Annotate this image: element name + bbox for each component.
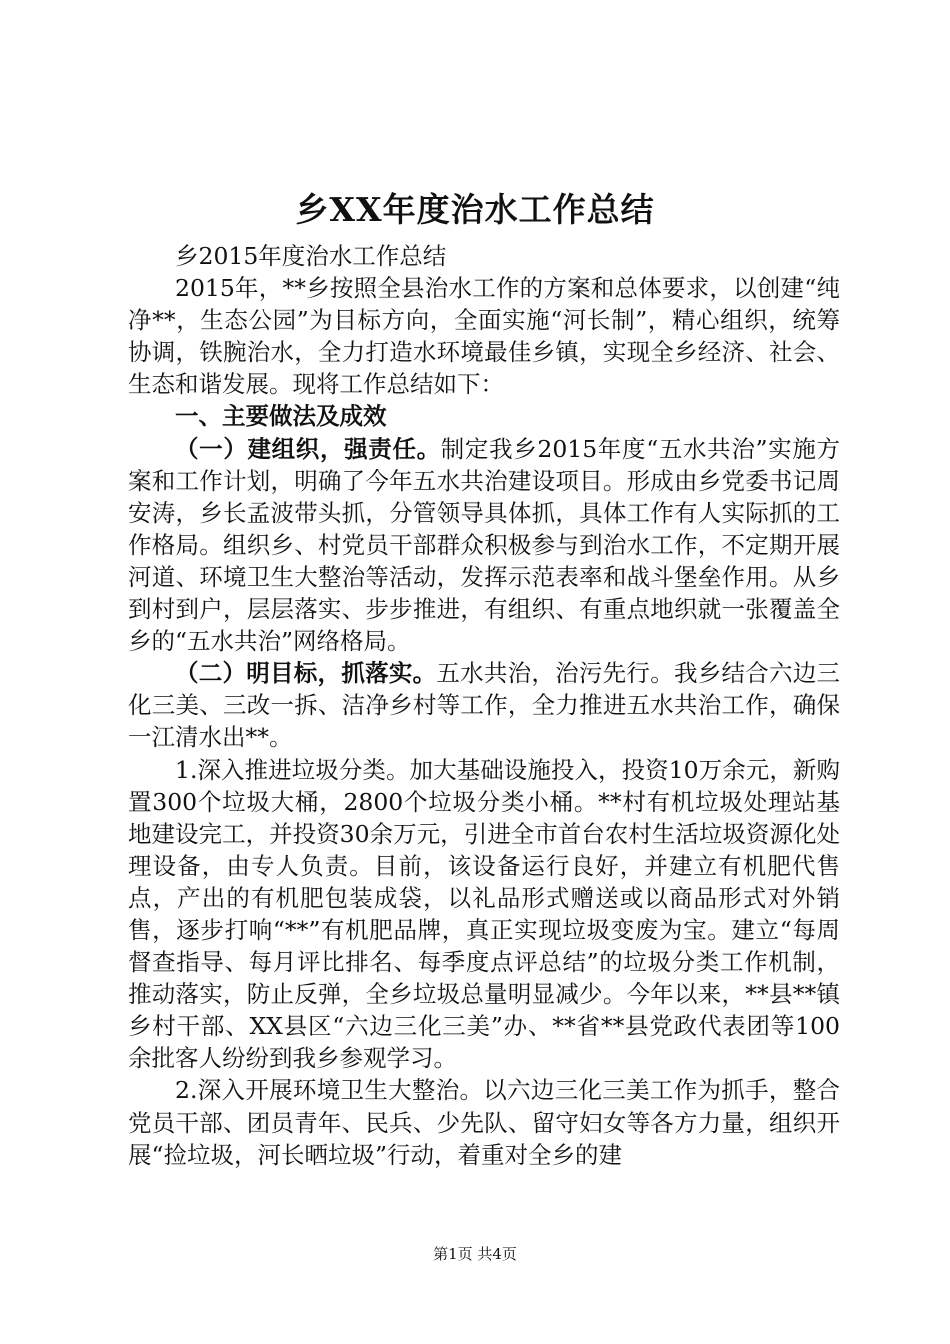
paragraph-lead: （一）建组织，强责任。	[175, 434, 441, 463]
paragraph-sanitation: 2.深入开展环境卫生大整治。以六边三化三美工作为抓手，整合党员干部、团员青年、民兵、少先队、留守妇女等各方力量，组织开展“捡垃圾，河长晒垃圾”行动，着重对全乡的建	[128, 1076, 840, 1169]
paragraph-garbage-sorting: 1.深入推进垃圾分类。加大基础设施投入，投资10万余元，新购置300个垃圾大桶，2800个垃圾分类小桶。**村有机垃圾处理站基地建设完工，并投资30余万元，引进全市首台农村生活垃圾资源化处理设备，由专人负责。目前，该设备运行良好，并建立有机肥代售点，产出的有机肥包装成袋，以礼品形式赠送或以商品形式对外销售，逐步打响“**”有机肥品牌，真正实现垃圾变废为宝。建立“每周督查指导、每月评比排名、每季度点评总结”的垃圾分类工作机制，推动落实，防止反弹，全乡垃圾总量明显减少。今年以来，**县**镇乡村干部、XX县区“六边三化三美”办、**省**县党政代表团等100余批客人纷纷到我乡参观学习。	[128, 755, 840, 1073]
section-heading: 一、主要做法及成效	[175, 402, 387, 431]
document-title: 乡XX年度治水工作总结	[295, 190, 655, 229]
paragraph-lead: （二）明目标，抓落实。	[175, 659, 437, 688]
subtitle-line: 乡2015年度治水工作总结	[175, 242, 447, 270]
document-body	[128, 240, 840, 1171]
page-number: 第1页 共4页	[433, 1245, 517, 1263]
paragraph-organization	[128, 433, 840, 658]
paragraph-text: 五水共治，治污先行。我乡结合六边三化三美、三改一拆、洁净乡村等工作，全力推进五水共治工作，确保一江清水出**。	[128, 659, 841, 752]
paragraph-goals	[128, 657, 840, 753]
intro-paragraph: 2015年，**乡按照全县治水工作的方案和总体要求，以创建“纯净**，生态公园”为目标方向，全面实施“河长制”，精心组织，统筹协调，铁腕治水，全力打造水环境最佳乡镇，实现全乡经济、社会、生态和谐发展。现将工作总结如下：	[128, 274, 840, 399]
paragraph-text: 制定我乡2015年度“五水共治”实施方案和工作计划，明确了今年五水共治建设项目。形成由乡党委书记周安涛，乡长孟波带头抓，分管领导具体抓，具体工作有人实际抓的工作格局。组织乡、村党员干部群众积极参与到治水工作，不定期开展河道、环境卫生大整治等活动，发挥示范表率和战斗堡垒作用。从乡到村到户，层层落实、步步推进，有组织、有重点地织就一张覆盖全乡的“五水共治”网络格局。	[128, 434, 840, 656]
